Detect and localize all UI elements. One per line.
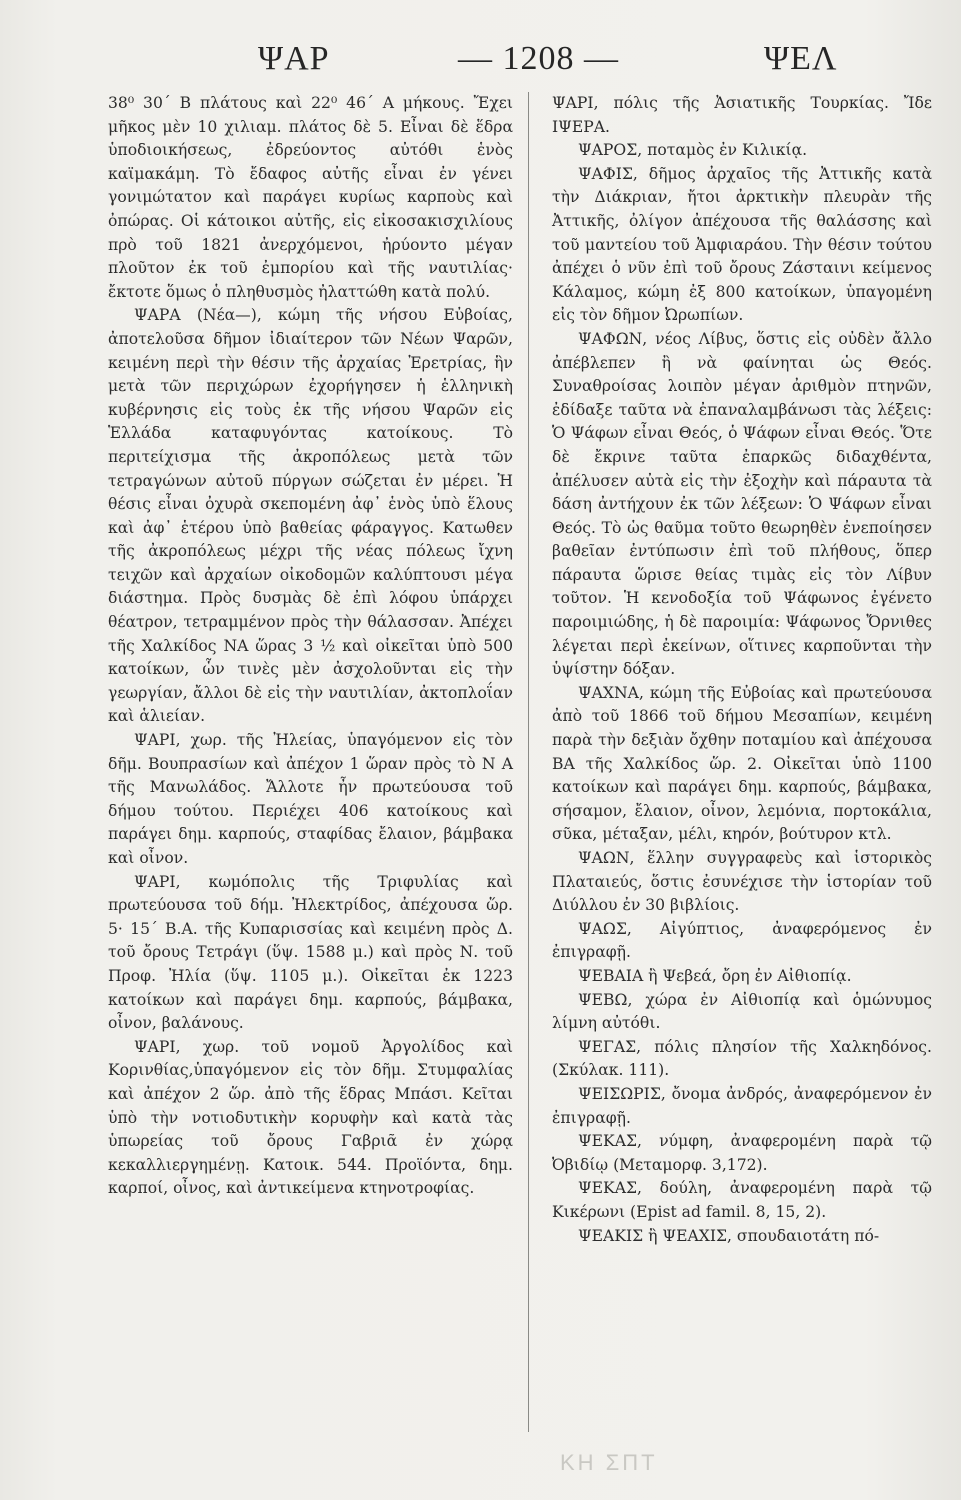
header-right-guideword: ΨΕΛ (764, 40, 838, 77)
entry-psekas-slave: ΨΕΚΑΣ, δούλη, ἀναφερομένη παρὰ τῷ Κικέρωνι (Epist ad famil. 8, 15, 2). (552, 1179, 932, 1221)
entry-psaros: ΨΑΡΟΣ, ποταμὸς ἐν Κιλικίᾳ. (578, 141, 808, 160)
entry-psaon: ΨΑΩΝ, ἕλλην συγγραφεὺς καὶ ἱστορικὸς Πλαταιεύς, ὅστις ἐσυνέχισε τὴν ἱστορίαν τοῦ Διύλλου ἐν 30 βιβλίοις. (552, 849, 932, 915)
entry-continued: 38⁰ 30΄ Β πλάτους καὶ 22⁰ 46΄ Α μήκους. Ἔχει μῆκος μὲν 10 χιλιαμ. πλάτος δὲ 5. Εἶναι δὲ ἕδρα ὑποδιοικήσεως, ἐδρεύοντος αὐτόθι ἑνὸς καϊμακάμη. Τὸ ἔδαφος αὐτῆς εἶναι ἐν γένει γονιμώτατον καὶ παράγει κυρίως καρποὺς καὶ ὀπώρας. Οἱ κάτοικοι αὐτῆς, εἰς εἰκοσακισχιλίους πρὸ τοῦ 1821 ἀνερχόμενοι, ἠρύοντο μέγαν πλοῦτον ἐκ τοῦ ἐμπορίου καὶ τῆς ναυτιλίας· ἔκτοτε ὅμως ὁ πληθυσμὸς ἠλαττώθη κατὰ πολύ. (108, 94, 513, 301)
page-number: — 1208 — (458, 40, 619, 77)
entry-psafis: ΨΑΦΙΣ, δῆμος ἀρχαῖος τῆς Ἀττικῆς κατὰ τὴν Διάκριαν, ἤτοι ἀρκτικὴν πλευρὰν τῆς Ἀττικῆς, ὀλίγον ἀπέχουσα τῆς θαλάσσης καὶ τοῦ μαντείου τοῦ Ἀμφιαράου. Τὴν θέσιν τούτου ἀπέχει ὁ νῦν ἐπὶ τοῦ ὄρους Ζάσταινι κείμενος Κάλαμος, κώμη ἐξ 800 κατοίκων, ὑπαγομένη εἰς τὸν δῆμον Ὠρωπίων. (552, 164, 932, 325)
entry-psari-trifylias: ΨΑΡΙ, κωμόπολις τῆς Τριφυλίας καὶ πρωτεύουσα τοῦ δήμ. Ἠλεκτρίδος, ἀπέχουσα ὥρ. 5· 15΄ Β.Α. τῆς Κυπαρισσίας καὶ κειμένη πρὸς Δ. τοῦ ὄρους Τετράγι (ὕψ. 1588 μ.) καὶ πρὸς Ν. τοῦ Προφ. Ἠλία (ὕψ. 1105 μ.). Οἰκεῖται ἐκ 1223 κατοίκων καὶ παράγει δημ. καρπούς, βάμβακα, οἶνον, βαλάνους. (108, 872, 513, 1033)
right-column (552, 92, 932, 1248)
left-column (108, 92, 513, 1201)
entry-psegas: ΨΕΓΑΣ, πόλις πλησίον τῆς Χαλκηδόνος. (Σκύλακ. 111). (552, 1037, 932, 1080)
entry-psafon: ΨΑΦΩΝ, νέος Λίβυς, ὅστις εἰς οὐδὲν ἄλλο ἀπέβλεπεν ἢ νὰ φαίνηται ὡς Θεός. Συναθροίσας λοιπὸν μέγαν ἀριθμὸν πτηνῶν, ἐδίδαξε ταῦτα νὰ ἐπαναλαμβάνωσι τὰς λέξεις: Ὁ Ψάφων εἶναι Θεός, ὁ Ψάφων εἶναι Θεός. Ὅτε δὲ ἔκρινε ταῦτα ἐπαρκῶς διδαχθέντα, ἀπέλυσεν αὐτὰ εἰς τὴν ἐξοχὴν καὶ πάραυτα τὰ δάση ἀντήχουν ἐκ τῶν λέξεων: Ὁ Ψάφων εἶναι Θεός. Τὸ ὡς θαῦμα τοῦτο θεωρηθὲν ἐνεποίησεν βαθεῖαν ἐντύπωσιν ἐπὶ τοῦ πλήθους, ὅπερ πάραυτα ὥρισε θείας τιμὰς εἰς τὸν Λίβυν τοῦτον. Ἡ κενοδοξία τοῦ Ψάφωνος ἐγένετο παροιμιώδης, ἡ δὲ παροιμία: Ψάφωνος Ὄρνιθες λέγεται περὶ ἐκείνων, οἵτινες καρποῦνται τὴν ὑψίστην δόξαν. (552, 329, 932, 679)
column-divider (528, 92, 529, 1432)
entry-psari-turkey: ΨΑΡΙ, πόλις τῆς Ἀσιατικῆς Τουρκίας. Ἴδε ΙΨΕΡΑ. (552, 94, 932, 136)
entry-psari-argolidos: ΨΑΡΙ, χωρ. τοῦ νομοῦ Ἀργολίδος καὶ Κορινθίας,ὑπαγόμενον εἰς τὸν δῆμ. Στυμφαλίας καὶ ἀπέχον 2 ὥρ. ἀπὸ τῆς ἕδρας Μπάσι. Κεῖται ὑπὸ τὴν νοτιοδυτικὴν κορυφὴν καὶ κατὰ τὰς ὑπωρείας τοῦ ὄρους Γαβριᾶ ἐν χώρᾳ κεκαλλιεργημένῃ. Κατοικ. 544. Προϊόντα, δημ. καρποί, οἶνος, καὶ ἀντικείμενα κτηνοτροφίας. (108, 1037, 513, 1198)
entry-psara-nea: ΨΑΡΑ (Νέα—), κώμη τῆς νήσου Εὐβοίας, ἀποτελοῦσα δῆμον ἰδιαίτερον τῶν Νέων Ψαρῶν, κειμένη περὶ τὴν θέσιν τῆς ἀρχαίας Ἐρετρίας, ἣν μετὰ τῶν περιχώρων ἐχορήγησεν ἡ ἑλληνικὴ κυβέρνησις εἰς τοὺς ἐκ τῆς νήσου Ψαρῶν εἰς Ἑλλάδα καταφυγόντας κατοίκους. Τὸ περιτείχισμα τῆς ἀκροπόλεως μετὰ τῶν τετραγώνων αὐτοῦ πύργων σώζεται ἐν μέρει. Ἡ θέσις εἶναι ὀχυρὰ σκεπομένη ἀφ᾿ ἑνὸς ὑπὸ ἕλους καὶ ἀφ᾿ ἑτέρου ὑπὸ βαθείας φάραγγος. Κατωθεν τῆς ἀκροπόλεως μέχρι τῆς νέας πόλεως ἴχνη τειχῶν καὶ ἀρχαίων οἰκοδομῶν καλύπτουσι μέγα διάστημα. Πρὸς δυσμὰς δὲ ἐπὶ λόφου ὑπάρχει θέατρον, τετραμμένον πρὸς τὴν θάλασσαν. Ἀπέχει τῆς Χαλκίδος ΝΑ ὥρας 3 ½ καὶ οἰκεῖται ὑπὸ 500 κατοίκων, ὧν τινὲς μὲν ἀσχολοῦνται εἰς τὴν γεωργίαν, ἄλλοι δὲ εἰς τὴν ναυτιλίαν, ἀκτοπλοΐαν καὶ ἁλιείαν. (108, 306, 513, 726)
entry-psekas-nymph: ΨΕΚΑΣ, νύμφη, ἀναφερομένη παρὰ τῷ Ὀβιδίῳ (Μεταμορφ. 3,172). (552, 1132, 932, 1174)
page-header (0, 40, 961, 90)
entry-pseisoris: ΨΕΙΣΩΡΙΣ, ὄνομα ἀνδρός, ἀναφερόμενον ἐν ἐπιγραφῇ. (552, 1084, 932, 1127)
entry-psevo: ΨΕΒΩ, χώρα ἐν Αἰθιοπίᾳ καὶ ὁμώνυμος λίμνη αὐτόθι. (552, 990, 932, 1033)
entry-psevaia: ΨΕΒΑΙΑ ἢ Ψεβεά, ὄρη ἐν Αἰθιοπίᾳ. (578, 966, 852, 985)
entry-psaos: ΨΑΩΣ, Αἰγύπτιος, ἀναφερόμενος ἐν ἐπιγραφῇ. (552, 919, 932, 962)
header-left-guideword: ΨΑΡ (258, 40, 330, 77)
entry-pseakis: ΨΕΑΚΙΣ ἢ ΨΕΑΧΙΣ, σπουδαιοτάτη πό- (578, 1226, 880, 1245)
bleed-through-text: ΚΗ ΣΠΤ (560, 1450, 658, 1475)
entry-psachna: ΨΑΧΝΑ, κώμη τῆς Εὐβοίας καὶ πρωτεύουσα ἀπὸ τοῦ 1866 τοῦ δήμου Μεσαπίων, κειμένη παρὰ τὴν δεξιὰν ὄχθην ποταμίου καὶ ἀπέχουσα ΒΑ τῆς Χαλκίδος ὥρ. 2. Οἰκεῖται ὑπὸ 1100 κατοίκων καὶ παράγει δημ. καρπούς, βάμβακα, σήσαμον, ἔλαιον, οἶνον, λεμόνια, πορτοκάλια, σῦκα, μέταξαν, μέλι, κηρόν, βούτυρον κτλ. (552, 683, 932, 844)
entry-psari-ileias: ΨΑΡΙ, χωρ. τῆς Ἠλείας, ὑπαγόμενον εἰς τὸν δῆμ. Βουπρασίων καὶ ἀπέχον 1 ὥραν πρὸς τὸ Ν Α τῆς Μανωλάδος. Ἄλλοτε ἦν πρωτεύουσα τοῦ δήμου τούτου. Περιέχει 406 κατοίκους καὶ παράγει δημ. καρπούς, σταφίδας ἔλαιον, βάμβακα καὶ οἶνον. (108, 731, 513, 867)
